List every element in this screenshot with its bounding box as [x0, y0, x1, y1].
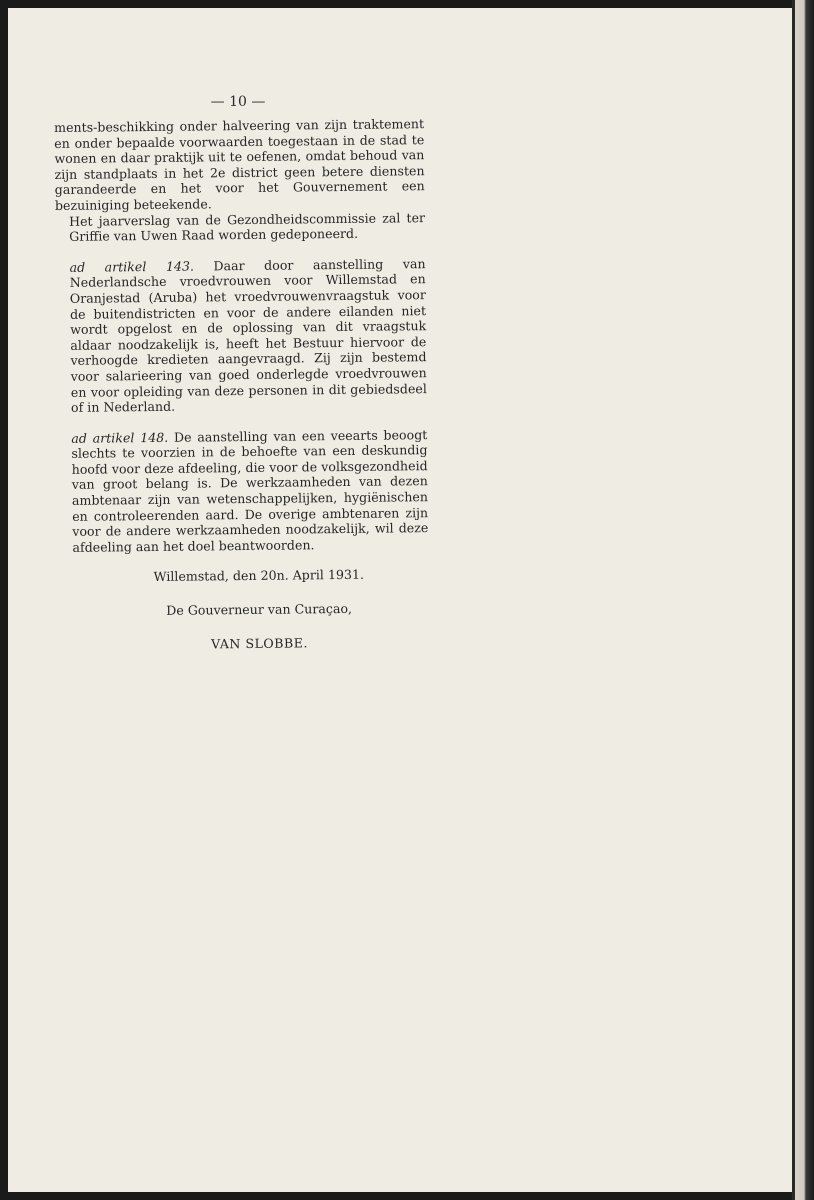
page-edge [792, 0, 814, 1200]
paragraph-text: Het jaarverslag van de Gezondheidscommissie zal ter Griffie van Uwen Raad worden gedeponeerd. [68, 209, 426, 245]
paragraph-text: ments-beschikking onder halveering van zijn traktement en onder bepaalde voorwaarden toegestaan in de stad te wonen en daar praktijk uit te oefenen, omdat behoud van zijn standplaats in het 2e district geen betere diensten garandeerde en het voor het Gouvernement een bezuiniging beteekende. [54, 116, 425, 213]
article-reference: ad artikel 143. [69, 258, 195, 275]
paragraph-artikel-148 [57, 427, 428, 556]
paragraph-artikel-143 [55, 256, 427, 416]
document-page [8, 8, 792, 1192]
page-number: — 10 — [210, 94, 266, 110]
article-reference: ad artikel 148. [71, 429, 169, 446]
place-date: Willemstad, den 20n. April 1931. [153, 567, 365, 585]
signatory-title: De Gouverneur van Curaçao, [166, 600, 353, 618]
paragraph-traktement [54, 116, 425, 245]
paragraph-text: Daar door aanstelling van Nederlandsche vroedvrouwen voor Willemstad en Oranjestad (Aruba) het vroedvrouwenvraagstuk voor de buitendistricten en voor de andere eilanden niet wordt opgelost en de oplossing van dit vraagstuk aldaar noodzakelijk is, heeft het Bestuur hiervoor de verhoogde kredieten aangevraagd. Zij zijn bestemd voor salarieering van goed onderlegde vroedvrouwen en voor opleiding van deze personen in dit gebiedsdeel of in Nederland. [69, 255, 427, 415]
signature-name: VAN SLOBBE. [210, 634, 309, 652]
text-column [54, 116, 430, 671]
paragraph-text: De aanstelling van een veearts beoogt slechts te voorzien in de behoefte van een deskundig hoofd voor deze afdeeling, die voor de volksgezondheid van groot belang is. De werkzaamheden van dezen ambtenaar zijn van wetenschappelijken, hygiënischen en controleerenden aard. De overige ambtenaren zijn voor de andere werkzaamheden noodzakelijk, wil deze afdeeling aan het doel beantwoorden. [71, 426, 429, 555]
